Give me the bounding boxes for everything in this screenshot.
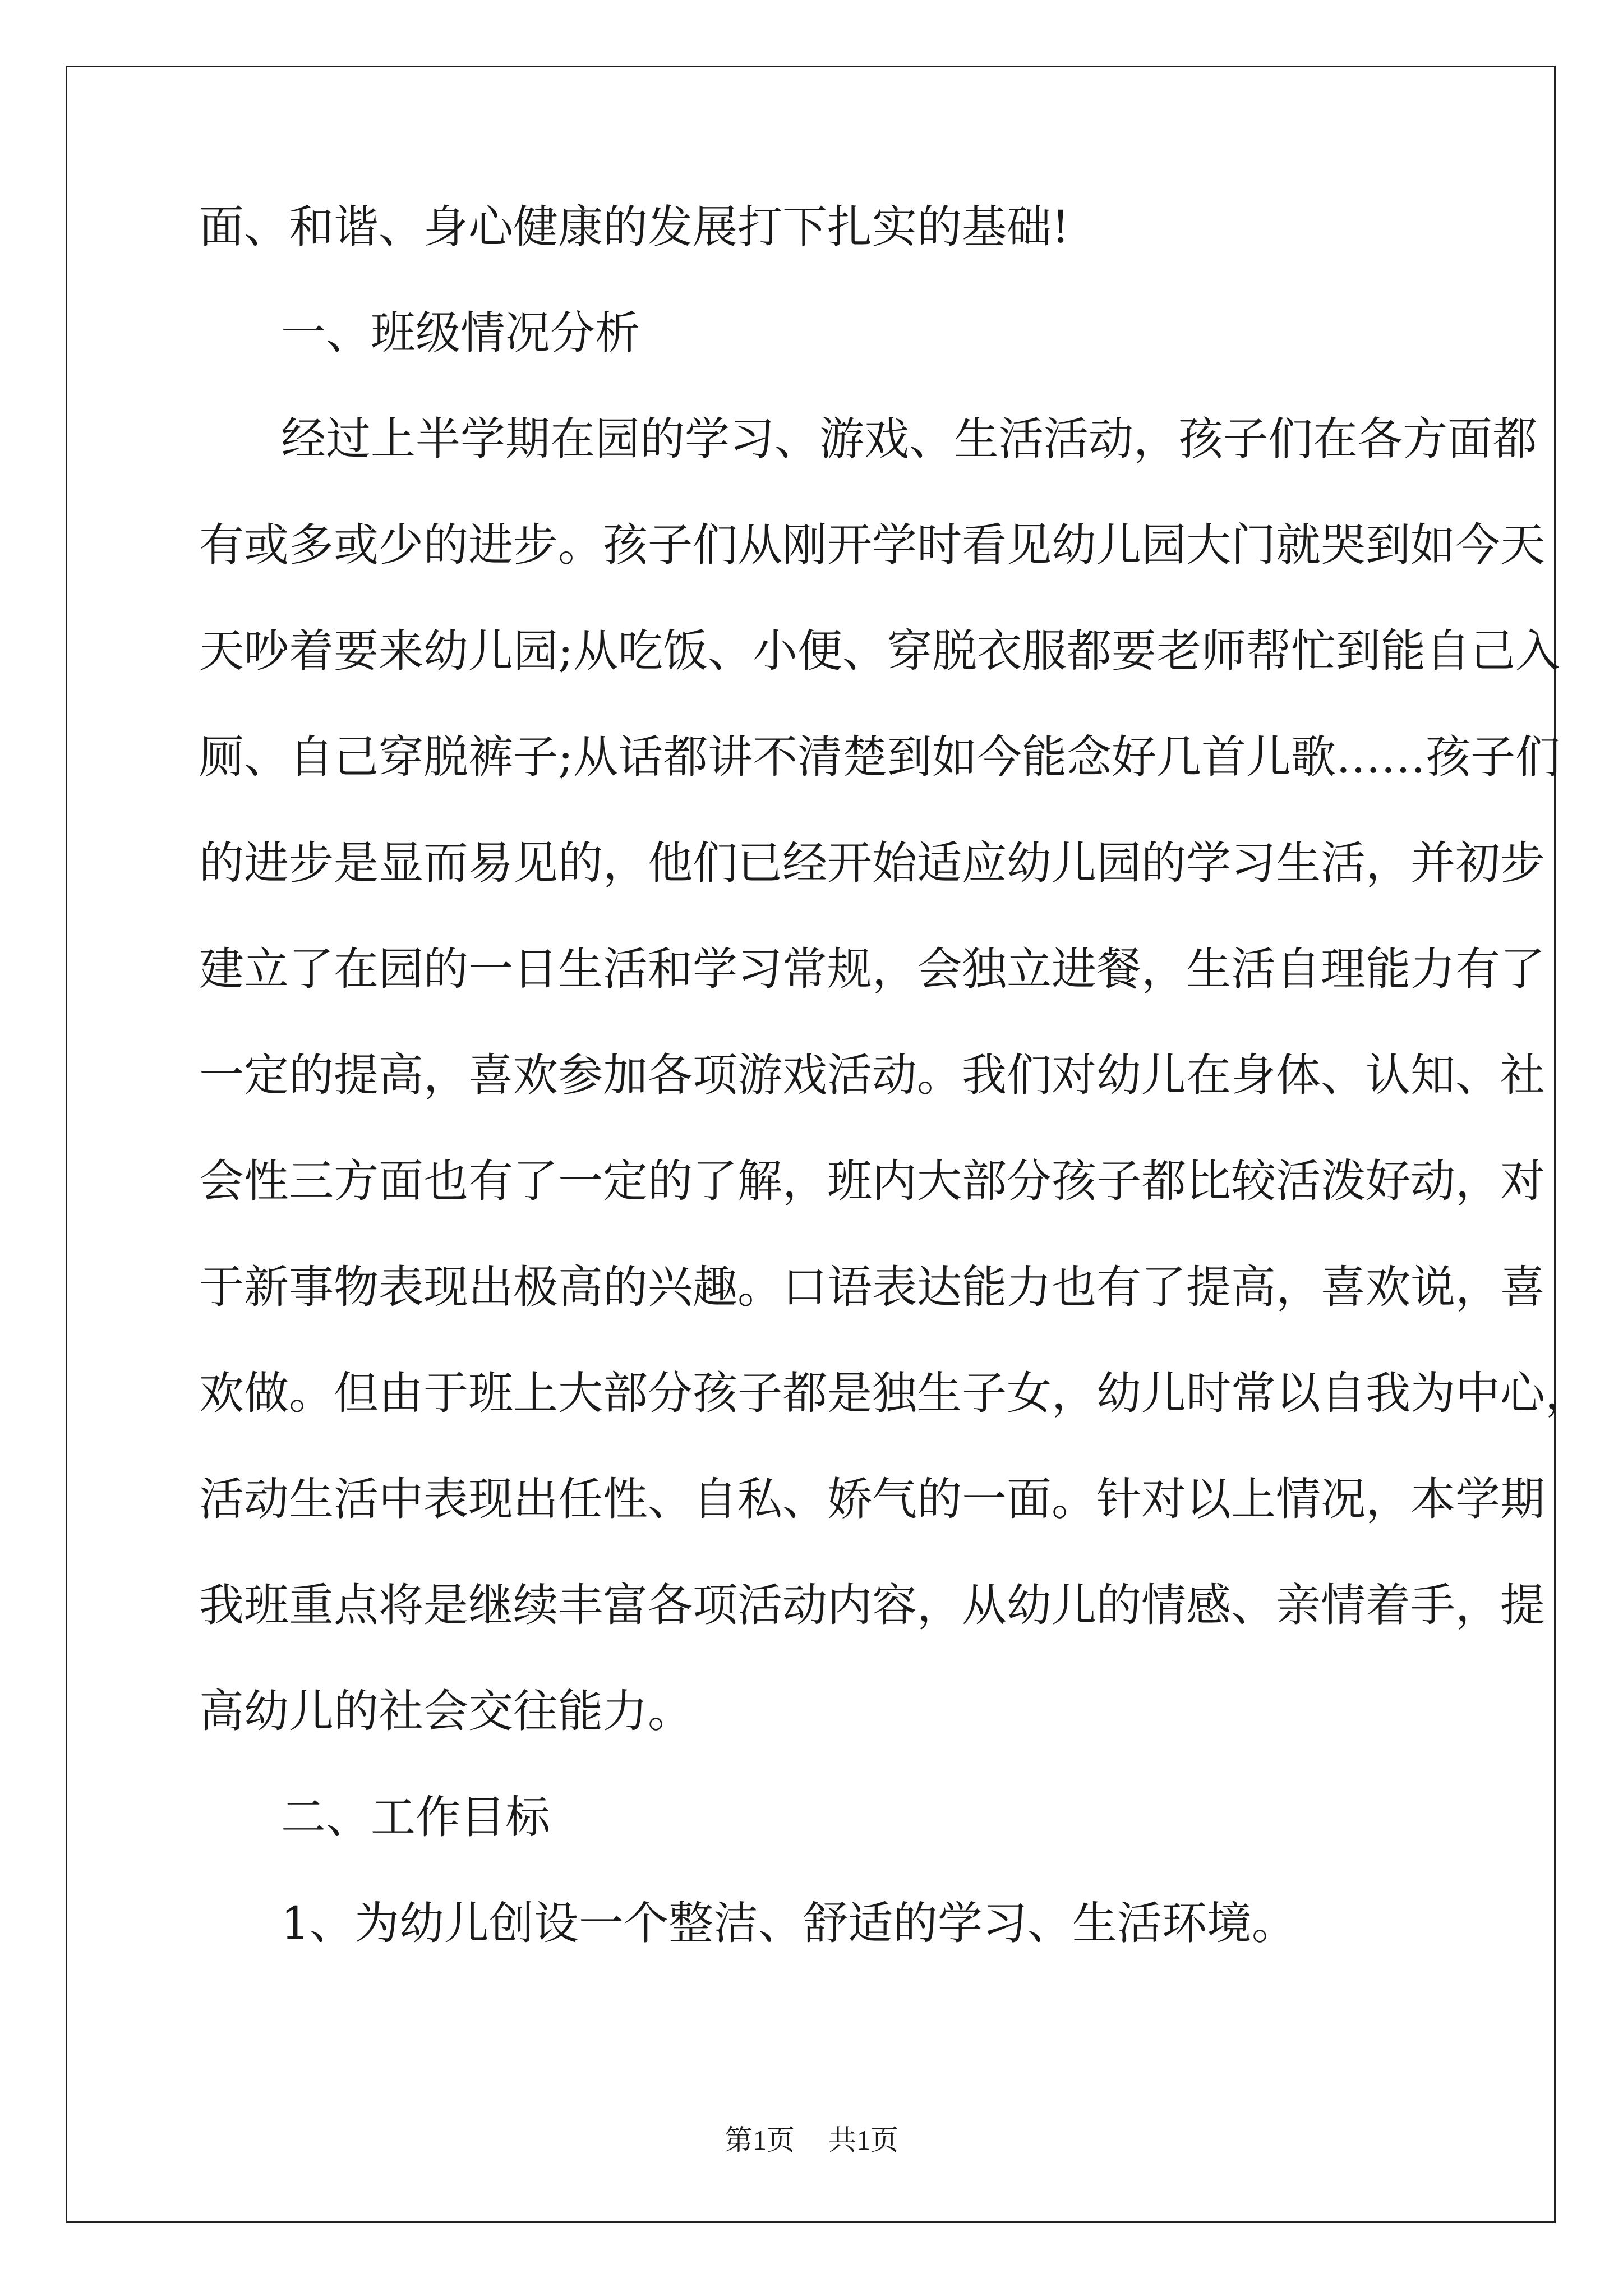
- text-line: 建立了在园的一日生活和学习常规，会独立进餐，生活自理能力有了: [199, 943, 1545, 995]
- section-heading: 二、工作目标: [281, 1791, 550, 1843]
- text-line: 有或多或少的进步。孩子们从刚开学时看见幼儿园大门就哭到如今天: [199, 519, 1545, 571]
- text-line: 厕、自己穿脱裤子;从话都讲不清楚到如今能念好几首儿歌……孩子们: [199, 731, 1560, 783]
- text-line: 面、和谐、身心健康的发展打下扎实的基础!: [199, 201, 1070, 253]
- text-line: 经过上半学期在园的学习、游戏、生活活动，孩子们在各方面都: [281, 413, 1537, 465]
- section-heading: 一、班级情况分析: [281, 307, 640, 359]
- text-line: 欢做。但由于班上大部分孩子都是独生子女，幼儿时常以自我为中心，: [199, 1367, 1590, 1419]
- text-line: 会性三方面也有了一定的了解，班内大部分孩子都比较活泼好动，对: [199, 1155, 1545, 1207]
- page-footer: [0, 2123, 1623, 2157]
- page-number-total: 共1页: [828, 2124, 898, 2156]
- text-line: 高幼儿的社会交往能力。: [199, 1685, 693, 1737]
- page-number-current: 第1页: [725, 2124, 795, 2156]
- text-line: 一定的提高，喜欢参加各项游戏活动。我们对幼儿在身体、认知、社: [199, 1049, 1545, 1101]
- text-line: 的进步是显而易见的，他们已经开始适应幼儿园的学习生活，并初步: [199, 837, 1545, 889]
- text-line: 活动生活中表现出任性、自私、娇气的一面。针对以上情况，本学期: [199, 1473, 1545, 1525]
- text-line: 我班重点将是继续丰富各项活动内容，从幼儿的情感、亲情着手，提: [199, 1579, 1545, 1631]
- text-line: 于新事物表现出极高的兴趣。口语表达能力也有了提高，喜欢说，喜: [199, 1261, 1545, 1313]
- text-line: 1、为幼儿创设一个整洁、舒适的学习、生活环境。: [281, 1897, 1297, 1949]
- text-line: 天吵着要来幼儿园;从吃饭、小便、穿脱衣服都要老师帮忙到能自己入: [199, 625, 1560, 677]
